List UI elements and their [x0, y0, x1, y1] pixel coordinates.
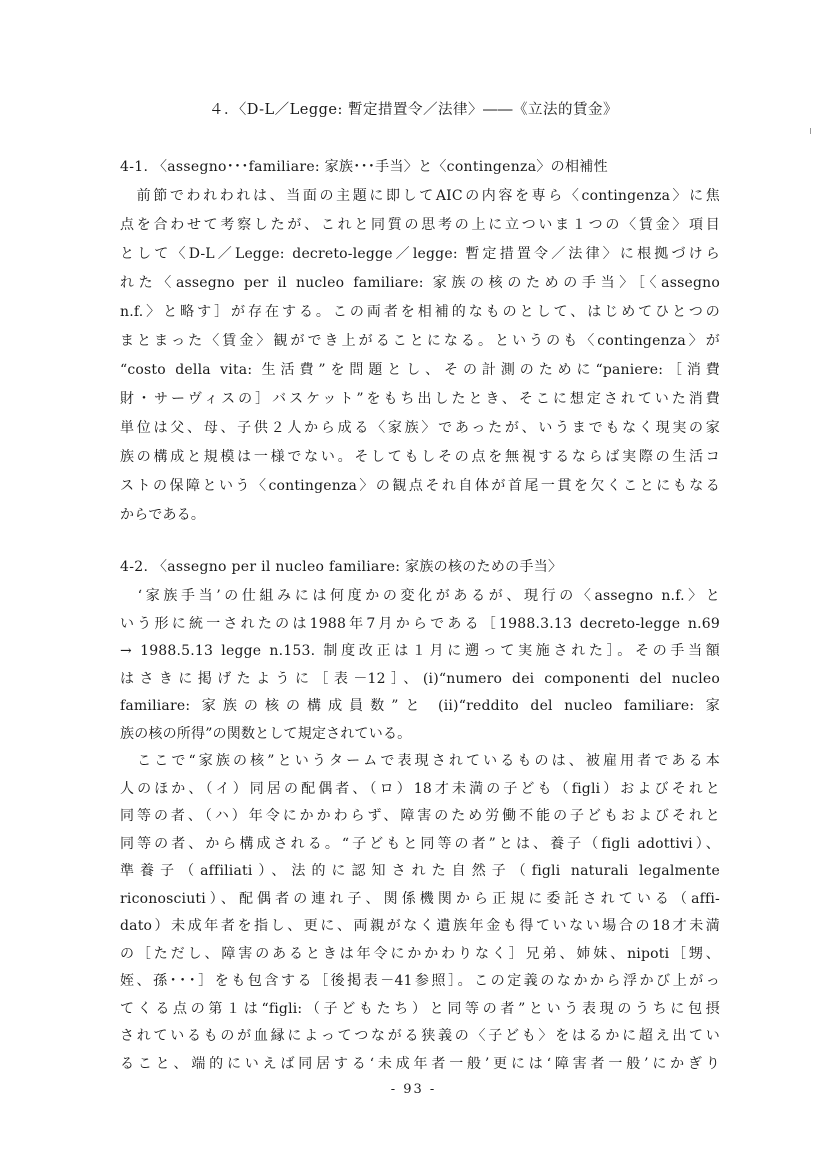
paragraph-line: まとまった〈賃金〉観ができ上がることになる。というのも〈contingenza〉が	[120, 333, 720, 349]
paragraph-line: “costo della vita: 生活費”を問題とし、その計測のために“paniere:［消費	[120, 362, 720, 378]
paragraph-line: ここで“家族の核”というタームで表現されているものは、被雇用者である本	[120, 753, 720, 769]
section-heading-4-1: 4-1. 〈assegno･･･familiare: 家族･･･手当〉と〈contingenza〉の相補性	[120, 159, 608, 175]
paragraph-line: 姪、孫･･･］をも包含する［後掲表－41参照］。この定義のなかから浮かび上がっ	[120, 973, 720, 989]
paragraph-line: riconosciuti）、配偶者の連れ子、関係機関から正規に委託されている（affi-	[120, 890, 720, 907]
paragraph-line: ‘家族手当’の仕組みには何度かの変化があるが、現行の〈assegno n.f.〉と	[120, 588, 720, 604]
paragraph-line: dato）未成年者を指し、更に、両親がなく遺族年金も得ていない場合の18才未満	[120, 918, 720, 934]
section-heading-4-2: 4-2. 〈assegno per il nucleo familiare: 家族の核のための手当〉	[120, 559, 563, 575]
paragraph-line: れた〈assegno per il nucleo familiare: 家族の核のための手当〉［〈assegno	[120, 275, 720, 291]
paragraph-line: いう形に統一されたのは1988年7月からである［1988.3.13 decreto-legge n.69	[120, 615, 720, 632]
paragraph-line: されているものが血縁によってつながる狭義の〈子ども〉をはるかに超え出てい	[120, 1028, 720, 1044]
paragraph-line: 族の構成と規模は一様でない。そしてもしその点を無視するならば実際の生活コ	[120, 449, 720, 465]
paragraph-line: 族の核の所得”の関数として規定されている。	[120, 725, 412, 742]
paragraph-line: 同等の者、から構成される。“子どもと同等の者”とは、養子（figli adottivi）、	[120, 835, 720, 852]
paragraph-line: 財・サーヴィスの］バスケット”をもち出したとき、そこに想定されていた消費	[120, 391, 720, 407]
paragraph-line: てくる点の第１は“figli:（子どもたち）と同等の者”という表現のうちに包摂	[120, 1000, 720, 1017]
paragraph-line: 同等の者、（ハ）年令にかかわらず、障害のため労働不能の子どもおよびそれと	[120, 808, 720, 824]
paragraph-line: 単位は父、母、子供２人から成る〈家族〉であったが、いうまでもなく現実の家	[120, 420, 720, 436]
paragraph-line: はさきに掲げたように［表－12］、(i)“numero dei componenti del nucleo	[120, 670, 720, 687]
paragraph-line: familiare: 家族の核の構成員数”と (ii)“reddito del nucleo familiare: 家	[120, 698, 720, 714]
paragraph-line: → 1988.5.13 legge n.153. 制度改正は１月に遡って実施された］。その手当額	[120, 643, 720, 659]
paragraph-line: の［ただし、障害のあるときは年令にかかわりなく］兄弟、姉妹、nipoti［甥、	[120, 945, 720, 962]
paragraph-line: 前節でわれわれは、当面の主題に即してAICの内容を専ら〈contingenza〉に焦	[120, 188, 720, 204]
paragraph-line: ストの保障という〈contingenza〉の観点それ自体が首尾一貫を欠くことにもなる	[120, 478, 720, 494]
paragraph-line: 人のほか、（イ）同居の配偶者、（ロ）18才未満の子ども（figli）およびそれと	[120, 780, 720, 797]
page-number: - 93 -	[390, 1082, 437, 1097]
paragraph-line: 点を合わせて考察したが、これと同質の思考の上に立ついま１つの〈賃金〉項目	[120, 217, 720, 233]
paragraph-line: として〈D-L／Legge: decreto-legge／legge: 暫定措置令／法律〉に根拠づけら	[120, 246, 720, 262]
paragraph-line: からである。	[120, 507, 206, 523]
scan-mark	[810, 128, 811, 134]
paragraph-line: 準養子（affiliati）、法的に認知された自然子（figli naturali legalmente	[120, 863, 720, 879]
chapter-title: ４．〈D-L／Legge: 暫定措置令／法律〉――《立法的賃金》	[208, 102, 619, 118]
paragraph-line: ること、端的にいえば同居する‘未成年者一般’更には‘障害者一般’にかぎり	[120, 1055, 720, 1072]
paragraph-line: n.f.〉と略す］が存在する。この両者を相補的なものとして、はじめてひとつの	[120, 304, 720, 320]
